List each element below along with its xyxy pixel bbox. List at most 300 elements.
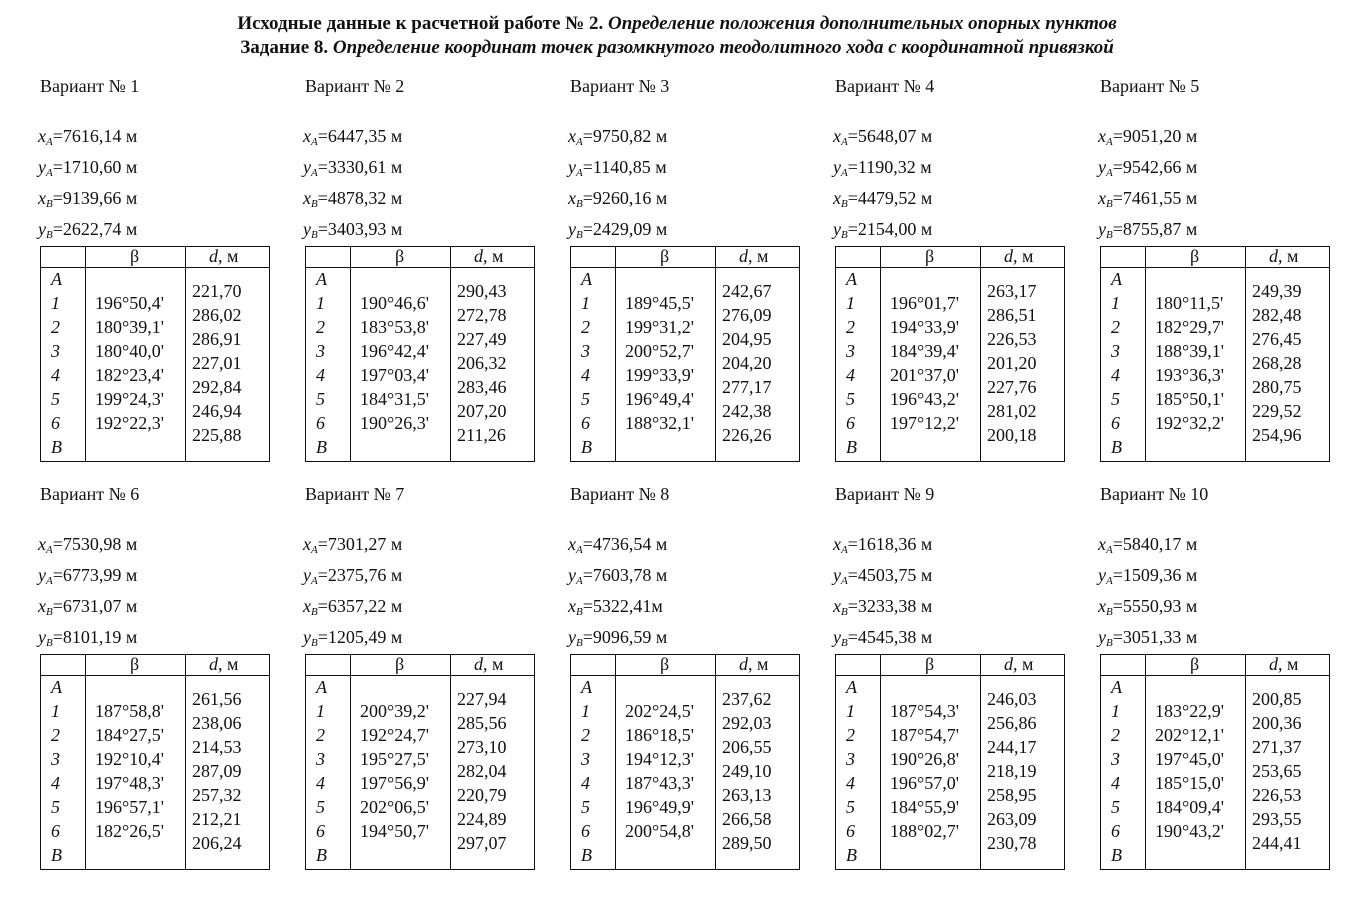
- point-label: 1: [51, 701, 60, 721]
- header-divider: [306, 675, 534, 676]
- angle-cell: 199°31,2': [625, 317, 694, 337]
- coord-value: =9542,66 м: [1112, 157, 1198, 177]
- column-divider: [450, 655, 451, 869]
- distance-column: [722, 279, 772, 447]
- distance-cell: 238,06: [192, 713, 242, 733]
- coord-value: =6357,22 м: [317, 596, 403, 616]
- column-divider: [450, 247, 451, 461]
- coord-value: =8101,19 м: [52, 627, 138, 647]
- distance-cell: 242,67: [722, 281, 772, 301]
- distance-cell: 224,89: [457, 809, 507, 829]
- angle-column: [95, 699, 164, 843]
- point-label: 2: [316, 317, 325, 337]
- distance-cell: 292,84: [192, 377, 242, 397]
- coord-yB: $y_B=1205,49$ м: [303, 627, 403, 649]
- traverse-table: [305, 654, 535, 870]
- coord-value: =1205,49 м: [317, 627, 403, 647]
- variant-title: Вариант № 3: [570, 76, 670, 96]
- angle-cell: 187°54,7': [890, 725, 959, 745]
- coord-yA: $y_A=7603,78$ м: [568, 565, 668, 587]
- point-column: [316, 675, 327, 867]
- angle-cell: 197°03,4': [360, 365, 429, 385]
- point-column: [846, 267, 857, 459]
- distance-cell: 289,50: [722, 833, 772, 853]
- beta-header: β: [925, 654, 935, 674]
- coordinates: [303, 124, 402, 248]
- column-divider: [350, 247, 351, 461]
- beta-header: β: [130, 654, 140, 674]
- traverse-table: [570, 654, 800, 870]
- point-label: B: [51, 845, 62, 865]
- beta-header: β: [660, 654, 670, 674]
- coord-xA: $x_A=7530,98$ м: [38, 534, 138, 556]
- coord-value: =9096,59 м: [582, 627, 668, 647]
- distance-header: d, м: [1269, 246, 1299, 266]
- distance-cell: 281,02: [987, 401, 1037, 421]
- distance-column: [192, 687, 242, 855]
- point-label: B: [1111, 437, 1122, 457]
- coord-xB: $x_B=6357,22$ м: [303, 596, 403, 618]
- point-label: 4: [581, 365, 590, 385]
- coord-value: =7461,55 м: [1112, 188, 1198, 208]
- coord-value: =5840,17 м: [1112, 534, 1198, 554]
- point-label: B: [581, 437, 592, 457]
- angle-cell: 196°01,7': [890, 293, 959, 313]
- point-label: 1: [1111, 293, 1120, 313]
- point-label: 2: [846, 317, 855, 337]
- traverse-table: [305, 246, 535, 462]
- angle-cell: 196°50,4': [95, 293, 164, 313]
- angle-cell: 200°54,8': [625, 821, 694, 841]
- coord-value: =1190,32 м: [847, 157, 932, 177]
- angle-cell: 186°18,5': [625, 725, 694, 745]
- column-divider: [1245, 247, 1246, 461]
- point-label: 2: [51, 317, 60, 337]
- coord-value: =1140,85 м: [582, 157, 667, 177]
- variant-block: [305, 484, 570, 884]
- variant-block: [1100, 76, 1354, 476]
- coord-value: =4479,52 м: [847, 188, 933, 208]
- coord-yB: $y_B=2622,74$ м: [38, 219, 138, 241]
- distance-cell: 212,21: [192, 809, 242, 829]
- variant-title: Вариант № 10: [1100, 484, 1209, 504]
- angle-cell: 196°57,1': [95, 797, 164, 817]
- coord-xB: $x_B=4479,52$ м: [833, 188, 933, 210]
- point-label: 2: [51, 725, 60, 745]
- coord-value: =2622,74 м: [52, 219, 138, 239]
- angle-cell: 194°50,7': [360, 821, 429, 841]
- distance-column: [457, 279, 507, 447]
- point-label: 5: [846, 797, 855, 817]
- point-label: 4: [316, 365, 325, 385]
- point-label: 6: [51, 413, 60, 433]
- coord-xB: $x_B=7461,55$ м: [1098, 188, 1198, 210]
- distance-column: [987, 279, 1037, 447]
- coordinates: [38, 124, 137, 248]
- point-label: 5: [51, 389, 60, 409]
- coordinates: [833, 532, 932, 656]
- coord-xA: $x_A=9051,20$ м: [1098, 126, 1198, 148]
- distance-header: d, м: [209, 654, 239, 674]
- angle-cell: 180°39,1': [95, 317, 164, 337]
- point-label: 4: [51, 365, 60, 385]
- distance-cell: 272,78: [457, 305, 507, 325]
- distance-cell: 273,10: [457, 737, 507, 757]
- coordinates: [568, 532, 667, 656]
- angle-cell: 187°54,3': [890, 701, 959, 721]
- point-label: 5: [846, 389, 855, 409]
- angle-cell: 190°46,6': [360, 293, 429, 313]
- distance-cell: 292,03: [722, 713, 772, 733]
- traverse-table: [570, 246, 800, 462]
- point-label: 5: [581, 389, 590, 409]
- point-label: 4: [316, 773, 325, 793]
- point-label: 5: [581, 797, 590, 817]
- distance-cell: 266,58: [722, 809, 772, 829]
- distance-cell: 218,19: [987, 761, 1037, 781]
- distance-header: d, м: [474, 654, 504, 674]
- point-label: B: [316, 845, 327, 865]
- coord-yB: $y_B=8755,87$ м: [1098, 219, 1198, 241]
- header-divider: [571, 675, 799, 676]
- point-label: 6: [1111, 413, 1120, 433]
- beta-header: β: [1190, 654, 1200, 674]
- coord-value: =3051,33 м: [1112, 627, 1198, 647]
- distance-cell: 276,09: [722, 305, 772, 325]
- distance-cell: 226,53: [987, 329, 1037, 349]
- coord-xA: $x_A=9750,82$ м: [568, 126, 668, 148]
- coord-value: =4503,75 м: [847, 565, 933, 585]
- coord-value: =3233,38 м: [847, 596, 933, 616]
- point-label: 3: [1111, 341, 1120, 361]
- distance-cell: 263,17: [987, 281, 1037, 301]
- distance-cell: 229,52: [1252, 401, 1302, 421]
- distance-header: d, м: [739, 246, 769, 266]
- distance-header: d, м: [739, 654, 769, 674]
- distance-cell: 206,55: [722, 737, 772, 757]
- angle-cell: 195°27,5': [360, 749, 429, 769]
- angle-cell: 184°55,9': [890, 797, 959, 817]
- angle-cell: 192°10,4': [95, 749, 164, 769]
- point-label: 4: [846, 365, 855, 385]
- angle-cell: 187°58,8': [95, 701, 164, 721]
- point-label: A: [316, 677, 327, 697]
- angle-cell: 182°29,7': [1155, 317, 1224, 337]
- angle-cell: 190°26,3': [360, 413, 429, 433]
- point-label: 5: [316, 797, 325, 817]
- distance-column: [192, 279, 242, 447]
- point-label: A: [581, 269, 592, 289]
- distance-column: [1252, 687, 1302, 855]
- header-divider: [571, 267, 799, 268]
- angle-column: [890, 699, 959, 843]
- distance-cell: 293,55: [1252, 809, 1302, 829]
- point-label: A: [51, 269, 62, 289]
- distance-cell: 246,03: [987, 689, 1037, 709]
- distance-cell: 204,20: [722, 353, 772, 373]
- point-label: 2: [316, 725, 325, 745]
- coord-value: =3330,61 м: [317, 157, 403, 177]
- column-divider: [1145, 655, 1146, 869]
- coord-value: =6773,99 м: [52, 565, 138, 585]
- angle-cell: 202°24,5': [625, 701, 694, 721]
- coord-xB: $x_B=5550,93$ м: [1098, 596, 1198, 618]
- distance-cell: 244,17: [987, 737, 1037, 757]
- angle-column: [625, 699, 694, 843]
- variant-title: Вариант № 5: [1100, 76, 1200, 96]
- variant-title: Вариант № 1: [40, 76, 140, 96]
- column-divider: [615, 655, 616, 869]
- point-label: 2: [846, 725, 855, 745]
- coord-xB: $x_B=4878,32$ м: [303, 188, 403, 210]
- distance-cell: 286,02: [192, 305, 242, 325]
- distance-cell: 201,20: [987, 353, 1037, 373]
- distance-cell: 263,13: [722, 785, 772, 805]
- angle-cell: 188°02,7': [890, 821, 959, 841]
- distance-cell: 271,37: [1252, 737, 1302, 757]
- point-label: 3: [1111, 749, 1120, 769]
- point-label: 3: [316, 341, 325, 361]
- distance-cell: 261,56: [192, 689, 242, 709]
- point-label: 3: [51, 749, 60, 769]
- coord-yA: $y_A=1140,85$ м: [568, 157, 667, 179]
- beta-header: β: [395, 654, 405, 674]
- distance-cell: 227,49: [457, 329, 507, 349]
- coordinates: [568, 124, 667, 248]
- point-label: 5: [1111, 797, 1120, 817]
- point-label: 6: [846, 821, 855, 841]
- angle-cell: 196°49,9': [625, 797, 694, 817]
- coord-value: =5648,07 м: [847, 126, 933, 146]
- header-line-2-italic: Определение координат точек разомкнутого теодолитного хода с координатной привязкой: [332, 37, 1114, 58]
- coord-value: =7616,14 м: [52, 126, 138, 146]
- point-label: 4: [51, 773, 60, 793]
- angle-cell: 196°49,4': [625, 389, 694, 409]
- point-label: 3: [846, 749, 855, 769]
- angle-cell: 196°57,0': [890, 773, 959, 793]
- document-header: [0, 12, 1354, 60]
- variant-block: [1100, 484, 1354, 884]
- angle-cell: 202°06,5': [360, 797, 429, 817]
- header-line-2: [0, 36, 1354, 60]
- variant-title: Вариант № 2: [305, 76, 405, 96]
- variant-block: [305, 76, 570, 476]
- coord-xA: $x_A=5840,17$ м: [1098, 534, 1198, 556]
- point-label: A: [846, 677, 857, 697]
- coord-yA: $y_A=2375,76$ м: [303, 565, 403, 587]
- coord-yA: $y_A=3330,61$ м: [303, 157, 403, 179]
- column-divider: [880, 655, 881, 869]
- angle-cell: 194°12,3': [625, 749, 694, 769]
- coordinates: [1098, 124, 1197, 248]
- beta-header: β: [395, 246, 405, 266]
- point-label: 6: [316, 821, 325, 841]
- angle-cell: 180°40,0': [95, 341, 164, 361]
- distance-cell: 200,85: [1252, 689, 1302, 709]
- variant-block: [835, 76, 1100, 476]
- coord-yB: $y_B=8101,19$ м: [38, 627, 138, 649]
- coord-value: =2154,00 м: [847, 219, 933, 239]
- distance-cell: 280,75: [1252, 377, 1302, 397]
- distance-header: d, м: [474, 246, 504, 266]
- point-label: 3: [581, 749, 590, 769]
- point-label: 1: [316, 293, 325, 313]
- traverse-table: [835, 654, 1065, 870]
- angle-cell: 183°22,9': [1155, 701, 1224, 721]
- angle-cell: 199°24,3': [95, 389, 164, 409]
- distance-cell: 244,41: [1252, 833, 1302, 853]
- angle-cell: 189°45,5': [625, 293, 694, 313]
- header-divider: [836, 675, 1064, 676]
- coord-xA: $x_A=6447,35$ м: [303, 126, 403, 148]
- header-line-1-italic: Определение положения дополнительных опорных пунктов: [607, 13, 1117, 34]
- distance-cell: 283,46: [457, 377, 507, 397]
- coord-xA: $x_A=4736,54$ м: [568, 534, 668, 556]
- coord-value: =8755,87 м: [1112, 219, 1198, 239]
- angle-column: [625, 291, 694, 435]
- distance-cell: 227,94: [457, 689, 507, 709]
- header-line-2-bold: Задание 8.: [240, 37, 329, 58]
- coord-yB: $y_B=2429,09$ м: [568, 219, 668, 241]
- angle-cell: 201°37,0': [890, 365, 959, 385]
- angle-cell: 182°26,5': [95, 821, 164, 841]
- point-label: 1: [316, 701, 325, 721]
- angle-column: [95, 291, 164, 435]
- distance-cell: 282,48: [1252, 305, 1302, 325]
- header-line-1-bold: Исходные данные к расчетной работе № 2.: [237, 13, 604, 34]
- point-label: A: [1111, 677, 1122, 697]
- distance-cell: 237,62: [722, 689, 772, 709]
- point-column: [51, 267, 62, 459]
- header-divider: [836, 267, 1064, 268]
- angle-cell: 193°36,3': [1155, 365, 1224, 385]
- point-label: 4: [1111, 365, 1120, 385]
- point-label: 6: [1111, 821, 1120, 841]
- distance-header: d, м: [1004, 246, 1034, 266]
- coord-yB: $y_B=3051,33$ м: [1098, 627, 1198, 649]
- coord-yB: $y_B=4545,38$ м: [833, 627, 933, 649]
- point-label: A: [51, 677, 62, 697]
- variant-block: [835, 484, 1100, 884]
- coord-value: =3403,93 м: [317, 219, 403, 239]
- angle-cell: 196°43,2': [890, 389, 959, 409]
- distance-header: d, м: [209, 246, 239, 266]
- angle-column: [1155, 291, 1224, 435]
- point-label: 2: [581, 725, 590, 745]
- distance-cell: 200,36: [1252, 713, 1302, 733]
- distance-cell: 287,09: [192, 761, 242, 781]
- coord-value: =7530,98 м: [52, 534, 138, 554]
- beta-header: β: [660, 246, 670, 266]
- point-column: [1111, 267, 1122, 459]
- angle-column: [1155, 699, 1224, 843]
- angle-cell: 199°33,9': [625, 365, 694, 385]
- angle-cell: 192°24,7': [360, 725, 429, 745]
- traverse-table: [1100, 654, 1330, 870]
- angle-cell: 185°15,0': [1155, 773, 1224, 793]
- angle-cell: 185°50,1': [1155, 389, 1224, 409]
- distance-column: [722, 687, 772, 855]
- variant-title: Вариант № 6: [40, 484, 140, 504]
- point-label: 1: [581, 293, 590, 313]
- distance-cell: 253,65: [1252, 761, 1302, 781]
- angle-cell: 202°12,1': [1155, 725, 1224, 745]
- coord-xB: $x_B=9260,16$ м: [568, 188, 668, 210]
- angle-cell: 200°52,7': [625, 341, 694, 361]
- header-line-1: [0, 12, 1354, 36]
- angle-cell: 197°45,0': [1155, 749, 1224, 769]
- variant-block: [570, 484, 835, 884]
- point-label: 1: [846, 293, 855, 313]
- header-divider: [41, 675, 269, 676]
- angle-cell: 187°43,3': [625, 773, 694, 793]
- point-label: 4: [581, 773, 590, 793]
- point-label: 4: [1111, 773, 1120, 793]
- angle-cell: 197°12,2': [890, 413, 959, 433]
- angle-cell: 197°48,3': [95, 773, 164, 793]
- point-label: A: [846, 269, 857, 289]
- point-label: 1: [1111, 701, 1120, 721]
- distance-cell: 226,53: [1252, 785, 1302, 805]
- distance-cell: 268,28: [1252, 353, 1302, 373]
- coord-yA: $y_A=1190,32$ м: [833, 157, 932, 179]
- coord-xB: $x_B=5322,41м$: [568, 596, 663, 618]
- coord-yA: $y_A=9542,66$ м: [1098, 157, 1198, 179]
- distance-cell: 227,76: [987, 377, 1037, 397]
- distance-header: d, м: [1004, 654, 1034, 674]
- distance-cell: 206,24: [192, 833, 242, 853]
- coord-value: =1710,60 м: [52, 157, 138, 177]
- distance-cell: 256,86: [987, 713, 1037, 733]
- point-label: B: [1111, 845, 1122, 865]
- distance-cell: 282,04: [457, 761, 507, 781]
- point-label: 6: [316, 413, 325, 433]
- coord-xB: $x_B=6731,07$ м: [38, 596, 138, 618]
- angle-cell: 180°11,5': [1155, 293, 1224, 313]
- angle-cell: 200°39,2': [360, 701, 429, 721]
- column-divider: [1245, 655, 1246, 869]
- point-column: [316, 267, 327, 459]
- column-divider: [980, 655, 981, 869]
- beta-header: β: [1190, 246, 1200, 266]
- point-label: 1: [51, 293, 60, 313]
- distance-column: [1252, 279, 1302, 447]
- point-label: 5: [51, 797, 60, 817]
- point-label: 3: [316, 749, 325, 769]
- distance-cell: 207,20: [457, 401, 507, 421]
- angle-cell: 190°43,2': [1155, 821, 1224, 841]
- coord-yB: $y_B=3403,93$ м: [303, 219, 403, 241]
- angle-cell: 183°53,8': [360, 317, 429, 337]
- distance-cell: 221,70: [192, 281, 242, 301]
- angle-cell: 188°32,1': [625, 413, 694, 433]
- coord-xA: $x_A=7301,27$ м: [303, 534, 403, 556]
- point-label: 6: [581, 821, 590, 841]
- point-column: [51, 675, 62, 867]
- point-label: 3: [581, 341, 590, 361]
- distance-cell: 258,95: [987, 785, 1037, 805]
- coord-value: =4545,38 м: [847, 627, 933, 647]
- point-column: [581, 267, 592, 459]
- column-divider: [980, 247, 981, 461]
- variant-title: Вариант № 4: [835, 76, 935, 96]
- column-divider: [85, 247, 86, 461]
- distance-cell: 290,43: [457, 281, 507, 301]
- point-label: B: [846, 437, 857, 457]
- coord-value: =4878,32 м: [317, 188, 403, 208]
- distance-cell: 204,95: [722, 329, 772, 349]
- point-label: 3: [51, 341, 60, 361]
